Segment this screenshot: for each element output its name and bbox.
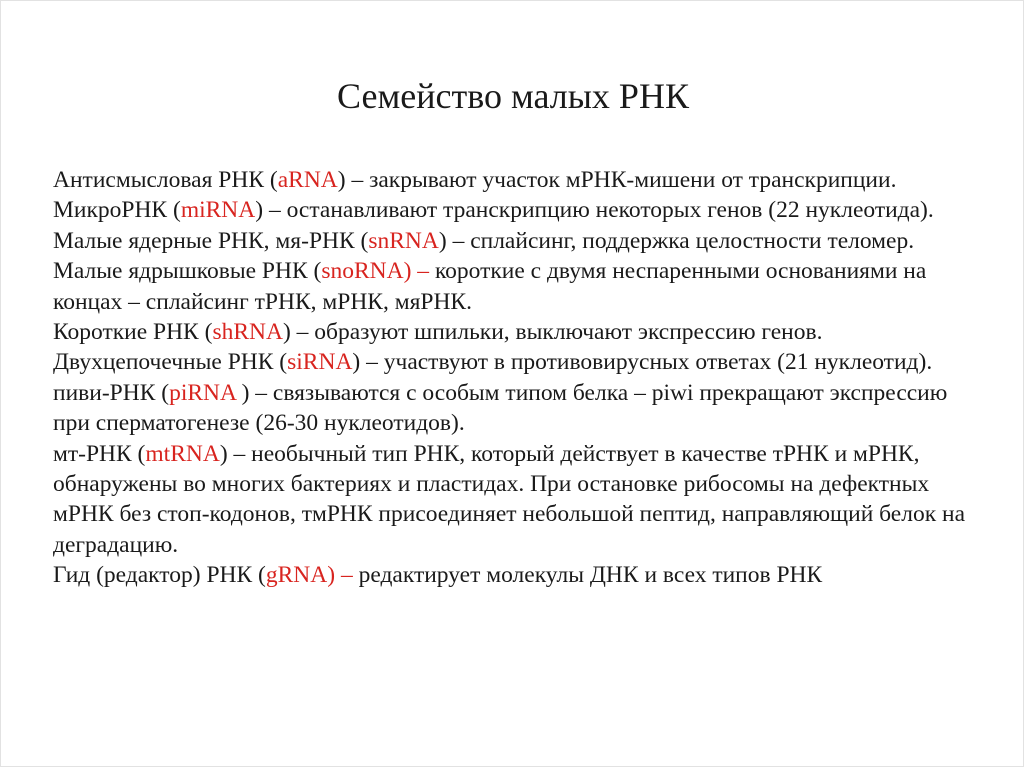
- item-text: ) – останавливают транскрипцию некоторых генов (22 нуклеотида).: [255, 197, 934, 224]
- item-text: ) – необычный тип РНК, который действует в качестве тРНК и мРНК, обнаружены во многих бактериях и пластидах. При остановке рибосомы на дефектных мРНК без стоп-кодонов, тмРНК присоединяет небольшой пептид, направляющий белок на деградацию.: [53, 440, 966, 558]
- item-text: Малые ядерные РНК, мя-РНК (: [53, 227, 369, 254]
- item-text: Двухцепочечные РНК (: [53, 349, 288, 376]
- item-text: короткие с двумя неспаренными основаниями на концах – сплайсинг тРНК, мРНК, мяРНК.: [53, 258, 927, 315]
- item-text: ) – сплайсинг, поддержка целостности теломер.: [438, 227, 915, 254]
- item-text: пиви-РНК (: [53, 379, 170, 406]
- list-item-snrna: [53, 226, 983, 256]
- item-text: Короткие РНК (: [53, 319, 213, 346]
- list-item-mirna: [53, 195, 983, 225]
- item-text: ) – связываются с особым типом белка – piwi прекращают экспрессию при сперматогенезе (26-30 нуклеотидов).: [53, 379, 948, 437]
- item-text: МикроРНК (: [53, 197, 181, 224]
- list-item-shrna: [53, 317, 983, 347]
- rna-abbreviation: snRNA: [368, 227, 439, 254]
- item-text: ) – участвуют в противовирусных ответах (21 нуклеотид).: [352, 349, 933, 376]
- rna-abbreviation: aRNA: [277, 167, 338, 193]
- list-item-snorna: [53, 256, 983, 317]
- item-text: Малые ядрышковые РНК (: [53, 258, 322, 285]
- rna-abbreviation: gRNA) –: [265, 562, 353, 589]
- rna-abbreviation: snoRNA) –: [321, 258, 430, 285]
- item-text: Гид (редактор) РНК (: [53, 562, 266, 589]
- list-item-pirna: [53, 378, 983, 439]
- list-item-mtrna: [53, 439, 983, 561]
- slide-title: Семейство малых РНК: [337, 76, 689, 116]
- rna-abbreviation: siRNA: [287, 349, 353, 376]
- rna-abbreviation: mtRNA: [145, 440, 220, 467]
- rna-abbreviation: piRNA: [169, 379, 236, 406]
- list-item-sirna: [53, 347, 983, 377]
- rna-list: [53, 165, 983, 591]
- rna-abbreviation: miRNA: [180, 197, 256, 224]
- item-text: редактирует молекулы ДНК и всех типов РНК: [352, 562, 823, 589]
- item-text: ) – закрывают участок мРНК-мишени от транскрипции.: [337, 167, 897, 193]
- item-text: ) – образуют шпильки, выключают экспрессию генов.: [282, 319, 823, 346]
- list-item-arna: [53, 165, 983, 195]
- item-text: Антисмысловая РНК (: [53, 167, 278, 193]
- list-item-grna: [53, 560, 983, 590]
- item-text: мт-РНК (: [53, 440, 146, 467]
- rna-abbreviation: shRNA: [212, 319, 283, 346]
